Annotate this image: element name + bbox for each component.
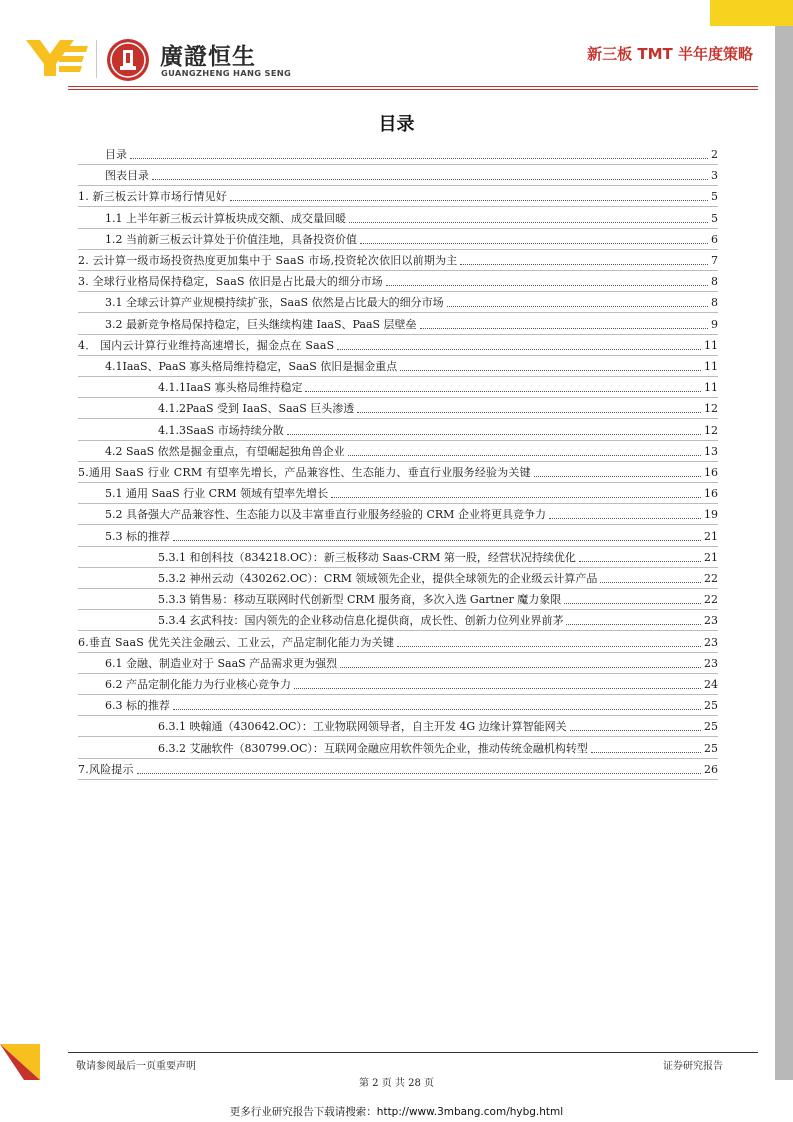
toc-entry[interactable] (78, 696, 718, 716)
toc-entry-title: 4.1.1IaaS 寡头格局维持稳定 (158, 381, 303, 395)
toc-entry-title: 5.通用 SaaS 行业 CRM 有望率先增长，产品兼容性、生态能力、垂直行业服务经验为关键 (78, 466, 531, 479)
toc-entry[interactable] (78, 675, 718, 695)
toc-entry-title: 6.1 金融、制造业对于 SaaS 产品需求更为强烈 (105, 656, 338, 670)
footer-disclaimer: 敬请参阅最后一页重要声明 (76, 1061, 196, 1072)
toc-entry-title: 1. 新三板云计算市场行情见好 (78, 190, 227, 204)
toc-entry-title: 4.2 SaaS 依然是掘金重点，有望崛起独角兽企业 (105, 444, 345, 458)
toc-entry[interactable] (78, 315, 718, 335)
toc-entry-title: 目录 (105, 148, 127, 161)
toc-entry-title: 6.2 产品定制化能力为行业核心竞争力 (105, 678, 291, 691)
toc-entry-page: 23 (704, 635, 718, 649)
toc-entry[interactable] (78, 145, 718, 165)
toc-entry-page: 21 (704, 529, 718, 543)
toc-entry[interactable] (78, 505, 718, 525)
toc-entry-page: 3 (711, 169, 718, 183)
logo-separator (96, 40, 97, 78)
toc-entry-title: 2. 云计算一级市场投资热度更加集中于 SaaS 市场,投资轮次依旧以前期为主 (78, 254, 458, 267)
toc-entry[interactable] (78, 527, 718, 547)
toc-leader-dots (400, 369, 701, 371)
toc-leader-dots (287, 433, 701, 435)
toc-leader-dots (570, 729, 701, 731)
toc-entry-page: 8 (711, 275, 718, 289)
toc-entry-page: 25 (704, 699, 718, 713)
page-header (0, 0, 793, 90)
toc-leader-dots (340, 666, 701, 668)
toc-entry[interactable] (78, 442, 718, 462)
toc-entry[interactable] (78, 760, 718, 780)
toc-leader-dots (348, 454, 701, 456)
toc-entry-title: 图表目录 (105, 169, 149, 183)
toc-leader-dots (579, 560, 701, 562)
toc-entry-page: 12 (704, 402, 718, 416)
footer-divider (68, 1052, 758, 1053)
toc-entry-page: 25 (704, 720, 718, 734)
toc-entry-title: 5.3.3 销售易：移动互联网时代创新型 CRM 服务商，多次入选 Gartner 魔力象限 (158, 593, 562, 607)
report-title: 新三板 TMT 半年度策略 (587, 45, 753, 63)
toc-entry-page: 9 (711, 317, 718, 331)
toc-entry-page: 16 (704, 487, 718, 501)
toc-entry-page: 2 (711, 148, 718, 161)
toc-entry-page: 22 (704, 572, 718, 585)
toc-leader-dots (337, 348, 701, 350)
download-note[interactable]: 更多行业研究报告下载请搜索：http://www.3mbang.com/hybg.html (229, 1106, 564, 1118)
toc-entry-title: 5.2 具备强大产品兼容性、生态能力以及丰富垂直行业服务经验的 CRM 企业将更具竞争力 (105, 508, 546, 522)
toc-entry-page: 25 (704, 741, 718, 755)
toc-leader-dots (173, 539, 701, 541)
toc-entry-title: 5.3.2 神州云动（430262.OC）：CRM 领域领先企业，提供全球领先的企业级云计算产品 (158, 572, 598, 585)
toc-entry[interactable] (78, 590, 718, 610)
toc-leader-dots (230, 199, 708, 201)
toc-entry-title: 4.1.2PaaS 受到 IaaS、SaaS 巨头渗透 (158, 402, 355, 416)
toc-entry-page: 7 (711, 254, 718, 267)
toc-entry-title: 1.2 当前新三板云计算处于价值洼地，具备投资价值 (105, 232, 357, 246)
toc-leader-dots (600, 581, 701, 583)
toc-heading: 目录 (378, 114, 415, 135)
ye-logo-icon (26, 38, 88, 78)
header-divider (68, 86, 758, 87)
toc-entry-page: 19 (704, 508, 718, 522)
toc-leader-dots (566, 623, 701, 625)
toc-leader-dots (357, 411, 701, 413)
toc-entry-title: 6.3 标的推荐 (105, 699, 170, 713)
toc-entry-page: 5 (711, 211, 718, 225)
toc-leader-dots (564, 602, 701, 604)
toc-entry-page: 24 (704, 678, 718, 691)
toc-entry-title: 1.1 上半年新三板云计算板块成交额、成交量回暖 (105, 211, 346, 225)
toc-entry[interactable] (78, 336, 718, 356)
toc-entry[interactable] (78, 209, 718, 229)
toc-leader-dots (534, 475, 701, 477)
toc-entry[interactable] (78, 463, 718, 483)
toc-leader-dots (349, 221, 708, 223)
toc-entry[interactable] (78, 187, 718, 207)
toc-leader-dots (447, 305, 708, 307)
toc-entry-page: 5 (711, 190, 718, 204)
brand-name-cn: 廣證恒生 (160, 44, 256, 70)
toc-entry[interactable] (78, 399, 718, 419)
toc-entry-page: 26 (704, 762, 718, 776)
gzhs-seal-icon (106, 38, 150, 82)
toc-leader-dots (591, 751, 701, 753)
toc-entry[interactable] (78, 378, 718, 398)
toc-entry-title: 6.3.1 映翰通（430642.OC）：工业物联网领导者，自主开发 4G 边缘计算智能网关 (158, 720, 567, 734)
page-number: 第 2 页 共 28 页 (359, 1078, 434, 1089)
toc-entry-page: 11 (704, 360, 718, 373)
toc-entry[interactable] (78, 230, 718, 250)
toc-entry-title: 4． 国内云计算行业维持高速增长，掘金点在 SaaS (78, 338, 335, 352)
toc-leader-dots (549, 517, 701, 519)
toc-entry-page: 22 (704, 593, 718, 607)
toc-entry[interactable] (78, 293, 718, 313)
toc-leader-dots (331, 496, 701, 498)
toc-entry[interactable] (78, 611, 718, 631)
toc-entry-page: 11 (704, 338, 718, 352)
toc-leader-dots (137, 772, 701, 774)
toc-entry-title: 5.3.1 和创科技（834218.OC）：新三板移动 Saas-CRM 第一股，经营状况持续优化 (158, 550, 576, 564)
toc-leader-dots (420, 327, 708, 329)
toc-entry[interactable] (78, 548, 718, 568)
toc-entry-title: 3.2 最新竞争格局保持稳定，巨头继续构建 IaaS、PaaS 层壁垒 (105, 317, 417, 331)
toc-entry-page: 12 (704, 423, 718, 437)
toc-entry-page: 8 (711, 296, 718, 310)
toc-entry[interactable] (78, 357, 718, 377)
toc-leader-dots (305, 390, 701, 392)
toc-entry-page: 23 (704, 614, 718, 628)
toc-entry-page: 6 (711, 232, 718, 246)
toc-leader-dots (397, 645, 701, 647)
toc-entry-title: 6.垂直 SaaS 优先关注金融云、工业云，产品定制化能力为关键 (78, 635, 395, 649)
toc-leader-dots (152, 178, 708, 180)
toc-entry[interactable] (78, 739, 718, 759)
toc-entry-page: 13 (704, 444, 718, 458)
toc-entry-title: 7.风险提示 (78, 762, 134, 776)
toc-entry-title: 6.3.2 艾融软件（830799.OC）：互联网金融应用软件领先企业，推动传统金融机构转型 (158, 741, 588, 755)
toc-entry-page: 21 (704, 550, 718, 564)
toc-entry[interactable] (78, 484, 718, 504)
header-yellow-tab (710, 0, 793, 26)
toc-entry-title: 4.1IaaS、PaaS 寡头格局维持稳定，SaaS 依旧是掘金重点 (105, 360, 398, 373)
toc-entry[interactable] (78, 633, 718, 653)
footer-doc-type: 证券研究报告 (663, 1061, 723, 1072)
toc-entry-title: 5.3.4 玄武科技：国内领先的企业移动信息化提供商，成长性、创新力位列业界前茅 (158, 614, 564, 628)
toc-entry[interactable] (78, 166, 718, 186)
toc-leader-dots (386, 284, 708, 286)
toc-entry-page: 11 (704, 381, 718, 395)
toc-leader-dots (360, 242, 708, 244)
toc-leader-dots (294, 687, 701, 689)
toc-entry[interactable] (78, 251, 718, 271)
toc-entry[interactable] (78, 421, 718, 441)
toc-entry-title: 3.1 全球云计算产业规模持续扩张，SaaS 依然是占比最大的细分市场 (105, 296, 444, 310)
toc-entry-page: 16 (704, 466, 718, 479)
toc-leader-dots (130, 157, 708, 159)
header-divider-secondary (68, 89, 758, 90)
brand-name-en: GUANGZHENG HANG SENG (161, 68, 292, 78)
toc-entry-title: 5.1 通用 SaaS 行业 CRM 领域有望率先增长 (105, 487, 329, 501)
toc-entry[interactable] (78, 654, 718, 674)
toc-entry-title: 3. 全球行业格局保持稳定，SaaS 依旧是占比最大的细分市场 (78, 275, 383, 289)
right-decor-band (775, 0, 793, 1080)
toc-entry[interactable] (78, 717, 718, 737)
toc-entry[interactable] (78, 272, 718, 292)
toc-entry-title: 5.3 标的推荐 (105, 529, 170, 543)
toc-leader-dots (460, 263, 708, 265)
toc-entry-title: 4.1.3SaaS 市场持续分散 (158, 423, 284, 437)
toc-leader-dots (173, 708, 701, 710)
toc-entry[interactable] (78, 569, 718, 589)
toc-entry-page: 23 (704, 656, 718, 670)
